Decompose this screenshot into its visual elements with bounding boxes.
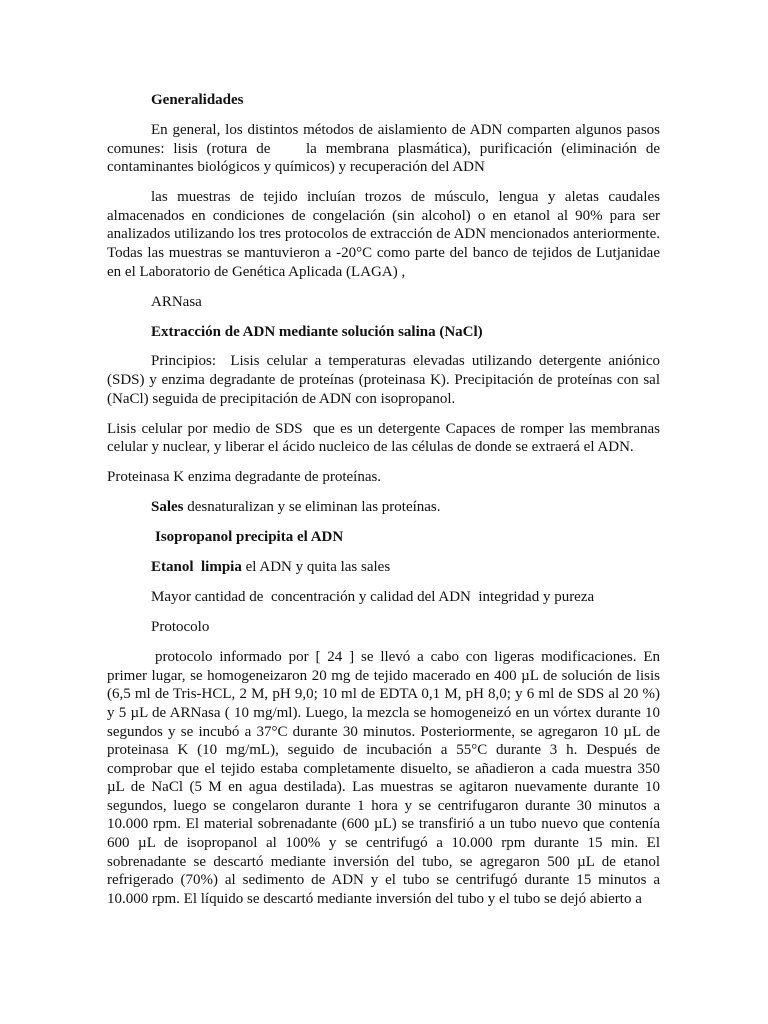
paragraph-generalidades: En general, los distintos métodos de aislamiento de ADN comparten algunos pasos comunes: lisis (rotura de la membrana plasmática), purificación (eliminación de contaminantes biológicos y químicos) y recuperación del ADN [107, 121, 660, 176]
paragraph-arnasa: ARNasa [151, 293, 202, 310]
heading-text: Extracción de ADN mediante solución salina (NaCl) [151, 323, 483, 340]
heading-text: Generalidades [151, 92, 244, 108]
paragraph-muestras: las muestras de tejido incluían trozos de músculo, lengua y aletas caudales almacenados en condiciones de congelación (sin alcohol) o en etanol al 90% para ser analizados utilizando los tres protocolos de extracción de ADN mencionados anteriormente. Todas las muestras se mantuvieron a -20°C como parte del banco de tejidos de Lutjanidae en el Laboratorio de Genética Aplicada (LAGA) , [107, 189, 660, 280]
paragraph-sales [107, 498, 660, 517]
section-heading-extraccion [107, 323, 660, 342]
paragraph-lisis: Lisis celular por medio de SDS que es un detergente Capaces de romper las membranas celular y nuclear, y liberar el ácido nucleico de las células de donde se extraerá el ADN. [107, 420, 660, 456]
sales-bold: Sales [151, 499, 184, 516]
paragraph-principios: Principios: Lisis celular a temperaturas elevadas utilizando detergente aniónico (SDS) y enzima degradante de proteínas (proteinasa K). Precipitación de proteínas con sal (NaCl) seguida de precipitación de ADN con isopropanol. [107, 353, 660, 407]
isopropanol-bold: Isopropanol precipita el ADN [155, 529, 344, 546]
section-heading-generalidades [107, 91, 660, 110]
paragraph-protocolo: protocolo informado por [ 24 ] se llevó a cabo con ligeras modificaciones. En primer lugar, se homogeneizaron 20 mg de tejido macerado en 400 µL de solución de lisis (6,5 ml de Tris-HCL, 2 M, pH 9,0; 10 ml de EDTA 0,1 M, pH 8,0; y 6 ml de SDS al 20 %) y 5 µL de ARNasa ( 10 mg/ml). Luego, la mezcla se homogeneizó en un vórtex durante 10 segundos y se incubó a 37°C durante 30 minutos. Posteriormente, se agregaron 10 µL de proteinasa K (10 mg/mL), seguido de incubación a 55°C durante 3 h. Después de comprobar que el tejido estaba completamente disuelto, se añadieron a cada muestra 350 µL de NaCl (5 M en agua destilada). Las muestras se agitaron nuevamente durante 10 segundos, luego se congelaron durante 1 hora y se centrifugaron durante 30 minutos a 10.000 rpm. El material sobrenadante (600 µL) se transfirió a un tubo nuevo que contenía 600 µL de isopropanol al 100% y se centrifugó a 10.000 rpm durante 15 min. El sobrenadante se descartó mediante inversión del tubo, se agregaron 500 µL de etanol refrigerado (70%) al sedimento de ADN y el tubo se centrifugó durante 15 minutos a 10.000 rpm. El líquido se descartó mediante inversión del tubo y el tubo se dejó abierto a [107, 649, 660, 907]
sales-text: desnaturalizan y se eliminan las proteínas. [183, 499, 441, 516]
paragraph-etanol [107, 558, 660, 577]
etanol-text: el ADN y quita las sales [241, 559, 391, 576]
paragraph-isopropanol [107, 528, 660, 547]
paragraph-proteinasa: Proteinasa K enzima degradante de proteínas. [107, 469, 382, 486]
paragraph-mayor-cantidad: Mayor cantidad de concentración y calidad del ADN integridad y pureza [151, 589, 595, 606]
document-page [107, 91, 660, 920]
etanol-bold: Etanol limpia [151, 559, 242, 576]
paragraph-protocolo-label: Protocolo [151, 619, 210, 636]
